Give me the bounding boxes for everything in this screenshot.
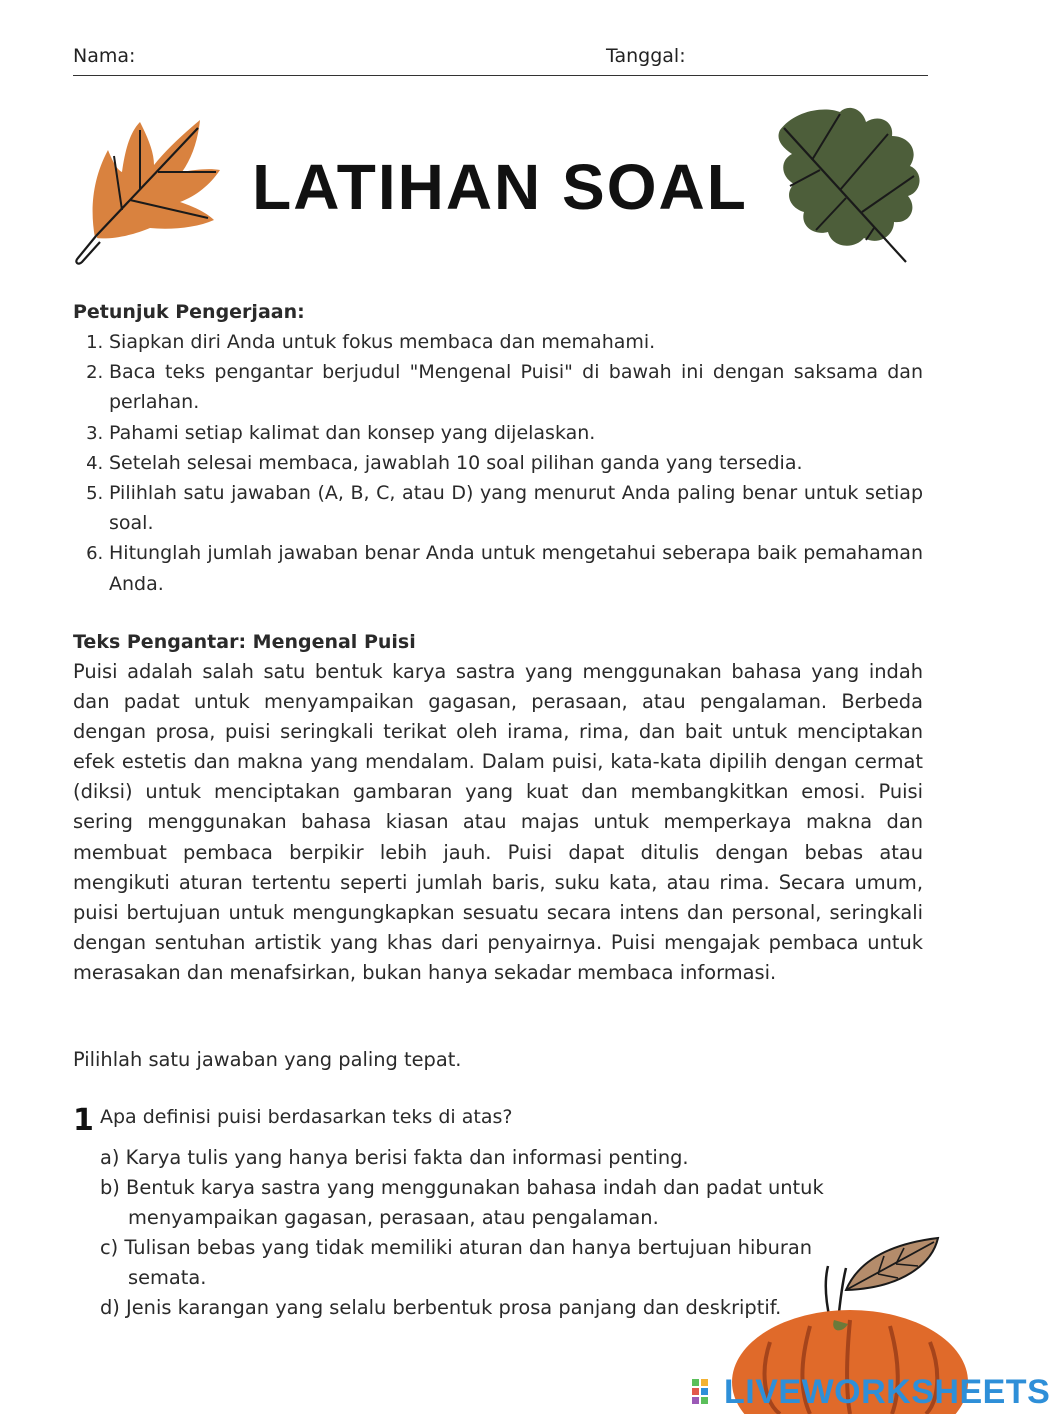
option-c[interactable]: c) Tulisan bebas yang tidak memiliki aturan dan hanya bertujuan hiburan semata. bbox=[100, 1236, 813, 1290]
liveworksheets-logo-text: LIVEWORKSHEETS bbox=[724, 1372, 1050, 1411]
orange-leaf-icon bbox=[70, 110, 230, 270]
liveworksheets-logo bbox=[690, 1372, 1050, 1412]
instruction-item: 2. Baca teks pengantar berjudul "Mengenal Puisi" di bawah ini dengan saksama dan perlahan. bbox=[109, 357, 923, 417]
name-label: Nama: bbox=[73, 45, 136, 67]
page-title: LATIHAN SOAL bbox=[252, 151, 748, 223]
instructions-section bbox=[73, 297, 923, 599]
instruction-item: 6. Hitunglah jumlah jawaban benar Anda untuk mengetahui seberapa baik pemahaman Anda. bbox=[109, 538, 923, 598]
option-d[interactable]: d) Jenis karangan yang selalu berbentuk prosa panjang dan deskriptif. bbox=[100, 1296, 782, 1320]
instructions-list bbox=[73, 327, 923, 599]
reading-body: Puisi adalah salah satu bentuk karya sastra yang menggunakan bahasa yang indah dan padat untuk menyampaikan gagasan, perasaan, atau pengalaman. Berbeda dengan prosa, puisi seringkali terikat oleh irama, rima, dan bait untuk menciptakan efek estetis dan makna yang mendalam. Dalam puisi, kata-kata dipilih dengan cermat (diksi) untuk menciptakan gambaran yang kuat dan membangkitkan emosi. Puisi sering menggunakan bahasa kiasan atau majas untuk memperkaya makna dan membuat pembaca berpikir lebih jauh. Puisi dapat ditulis dengan bebas atau mengikuti aturan tertentu seperti jumlah baris, suku kata, atau rima. Secara umum, puisi bertujuan untuk mengungkapkan sesuatu secara intens dan personal, seringkali dengan sentuhan artistik yang khas dari penyairnya. Puisi mengajak pembaca untuk merasakan dan menafsirkan, bukan hanya sekadar membaca informasi. bbox=[73, 660, 923, 984]
instructions-heading: Petunjuk Pengerjaan: bbox=[73, 301, 305, 323]
reading-heading: Teks Pengantar: Mengenal Puisi bbox=[73, 631, 416, 653]
instruction-item: 3. Pahami setiap kalimat dan konsep yang dijelaskan. bbox=[109, 418, 923, 448]
green-leaf-icon bbox=[770, 100, 930, 270]
header-underline bbox=[73, 75, 928, 76]
instruction-item: 4. Setelah selesai membaca, jawablah 10 soal pilihan ganda yang tersedia. bbox=[109, 448, 923, 478]
reading-section bbox=[73, 627, 923, 988]
instruction-item: 5. Pilihlah satu jawaban (A, B, C, atau D) yang menurut Anda paling benar untuk setiap soal. bbox=[109, 478, 923, 538]
date-label: Tanggal: bbox=[606, 45, 686, 67]
question-number: 1 bbox=[73, 1103, 94, 1138]
instruction-item: 1. Siapkan diri Anda untuk fokus membaca dan memahami. bbox=[109, 327, 923, 357]
option-b[interactable]: b) Bentuk karya sastra yang menggunakan bahasa indah dan padat untuk menyampaikan gagasan, perasaan, atau pengalaman. bbox=[100, 1176, 824, 1230]
option-a[interactable]: a) Karya tulis yang hanya berisi fakta dan informasi penting. bbox=[100, 1146, 689, 1169]
answer-prompt: Pilihlah satu jawaban yang paling tepat. bbox=[73, 1048, 462, 1071]
liveworksheets-logo-icon bbox=[690, 1377, 720, 1407]
question-text: Apa definisi puisi berdasarkan teks di atas? bbox=[100, 1106, 513, 1128]
